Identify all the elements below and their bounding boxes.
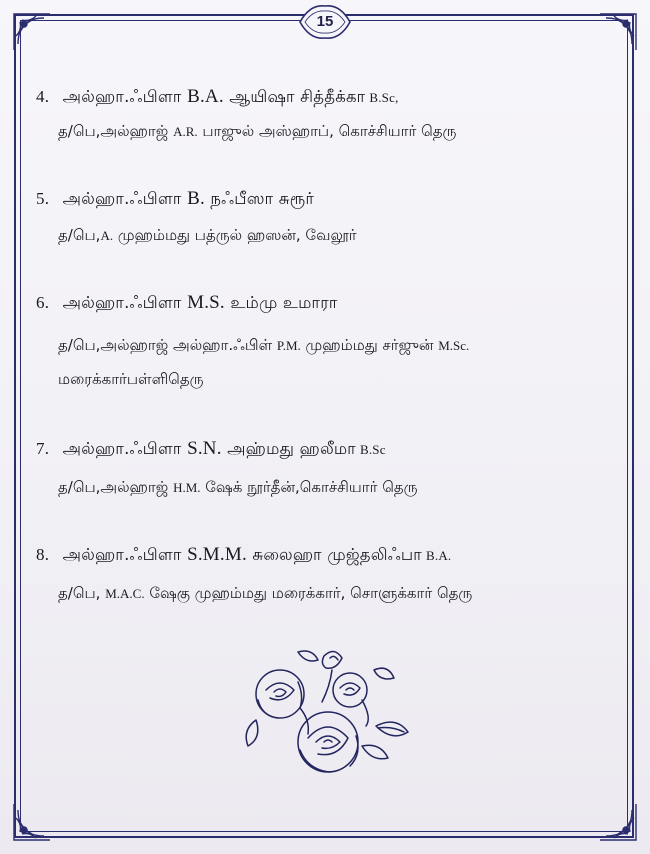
entry-number: 6.	[36, 293, 50, 312]
entry-number: 8.	[36, 545, 50, 564]
parent-text: த/பெ,அல்ஹாஜ்	[58, 122, 174, 140]
entry-number: 5.	[36, 189, 50, 208]
parent-initials: A.	[100, 228, 114, 243]
entry-name: அஹ்மது ஹலீமா	[227, 439, 356, 458]
entry-parent-line	[58, 336, 469, 356]
entry-parent-line	[58, 478, 418, 498]
parent-initials: M.A.C.	[105, 586, 145, 601]
entry-degree: B.A.	[426, 548, 452, 563]
parent-text: முஹம்மது சர்ஜுன்	[300, 336, 439, 354]
entry-name-line	[36, 438, 596, 461]
entry-name-line	[36, 544, 596, 567]
entry-parent-line	[58, 122, 456, 142]
entry-prefix: அல்ஹா.ஃபிளா	[62, 87, 182, 106]
parent-text: ஷேக் நூர்தீன்,கொச்சியார் தெரு	[200, 478, 418, 496]
parent-initials: A.R.	[173, 124, 198, 139]
entry-parent-line	[58, 584, 472, 604]
entry-initials: S.M.M.	[187, 544, 247, 565]
entry-name: உம்மு உமாரா	[230, 293, 338, 312]
parent-text: பாஜுல் அஸ்ஹாப், கொச்சியார் தெரு	[197, 122, 457, 140]
page-number: 15	[316, 13, 334, 30]
entry-6	[36, 292, 596, 388]
parent-text: த/பெ,அல்ஹாஜ்	[58, 478, 174, 496]
entry-parent-line	[58, 226, 357, 246]
entry-name-line	[36, 86, 596, 109]
entry-name: ஆயிஷா சித்தீக்கா	[229, 87, 366, 106]
parent-text: த/பெ,	[58, 584, 106, 602]
entry-name: சுலைஹா முஜ்தலிஃபா	[252, 545, 422, 564]
corner-ornament-icon	[10, 10, 54, 54]
page-number-badge	[296, 2, 354, 42]
entry-initials: B.A.	[187, 86, 224, 107]
corner-ornament-icon	[596, 10, 640, 54]
entry-name-line	[36, 292, 596, 315]
parent-degree: M.Sc.	[438, 338, 470, 353]
parent-text: த/பெ,	[58, 226, 101, 244]
parent-initials: P.M.	[276, 338, 301, 353]
corner-ornament-icon	[10, 800, 54, 844]
parent-text: ஷேகு முஹம்மது மரைக்கார், சொளுக்கார் தெரு	[144, 584, 473, 602]
rose-illustration-icon	[238, 646, 414, 778]
entry-4	[36, 86, 596, 140]
entry-degree: B.Sc,	[369, 90, 399, 105]
entry-8	[36, 544, 596, 602]
entry-prefix: அல்ஹா.ஃபிளா	[62, 189, 182, 208]
entry-name-line	[36, 188, 596, 211]
entry-prefix: அல்ஹா.ஃபிளா	[62, 439, 182, 458]
entry-name: நஃபீஸா சுரூர்	[210, 189, 315, 208]
entry-initials: S.N.	[187, 438, 222, 459]
entry-number: 4.	[36, 87, 50, 106]
parent-text: த/பெ,அல்ஹாஜ் அல்ஹா.ஃபிள்	[58, 336, 277, 354]
entry-street-line: மரைக்கார்பள்ளிதெரு	[58, 370, 204, 388]
corner-ornament-icon	[596, 800, 640, 844]
entry-7	[36, 438, 596, 496]
entry-prefix: அல்ஹா.ஃபிளா	[62, 293, 182, 312]
parent-text: முஹம்மது பத்ருல் ஹஸன், வேலூர்	[113, 226, 357, 244]
entry-number: 7.	[36, 439, 50, 458]
entry-initials: M.S.	[187, 292, 225, 313]
entry-prefix: அல்ஹா.ஃபிளா	[62, 545, 182, 564]
parent-initials: H.M.	[173, 480, 201, 495]
entry-initials: B.	[187, 188, 205, 209]
entry-5	[36, 188, 596, 244]
entry-degree: B.Sc	[359, 442, 386, 457]
